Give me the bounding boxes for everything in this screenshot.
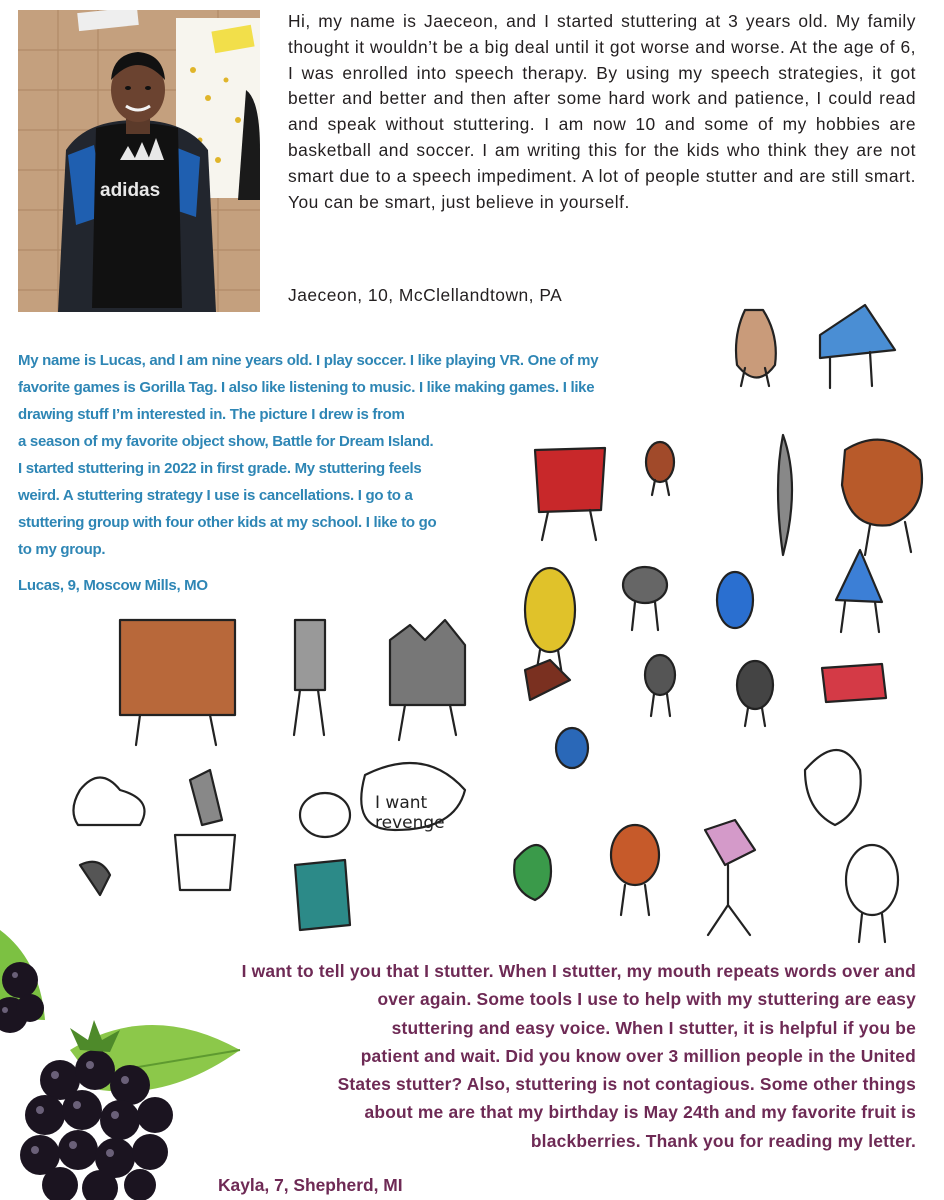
kayla-letter-line: blackberries. Thank you for reading my letter. xyxy=(530,1130,916,1151)
kayla-signature: Kayla, 7, Shepherd, MI xyxy=(218,1175,403,1195)
lucas-letter-line: to my group. xyxy=(18,541,106,558)
kayla-letter-line: States stutter? Also, stuttering is not contagious. Some other things xyxy=(337,1074,916,1095)
lucas-letter-line: a season of my favorite object show, Battle for Dream Island. xyxy=(18,433,434,450)
shirt-logo-text: adidas xyxy=(100,180,161,201)
lucas-letter-line: stuttering group with four other kids at my school. I like to go xyxy=(18,514,437,531)
speech-bubble-line-1: I want xyxy=(375,793,428,813)
lucas-letter xyxy=(18,347,678,563)
lucas-letter-line: drawing stuff I’m interested in. The picture I drew is from xyxy=(18,406,405,423)
speech-bubble-line-2: revenge xyxy=(375,813,445,833)
kayla-letter-line: about me are that my birthday is May 24th and my favorite fruit is xyxy=(364,1102,916,1123)
kayla-letter-line: I want to tell you that I stutter. When I stutter, my mouth repeats words over and xyxy=(241,961,916,981)
jaeceon-photo xyxy=(18,10,260,312)
kayla-letter xyxy=(60,957,916,1155)
lucas-letter-line: My name is Lucas, and I am nine years old. I play soccer. I like playing VR. One of my xyxy=(18,352,599,369)
lucas-letter-line: I started stuttering in 2022 in first grade. My stuttering feels xyxy=(18,460,422,477)
kayla-letter-line: patient and wait. Did you know over 3 million people in the United xyxy=(360,1045,916,1066)
jaeceon-signature: Jaeceon, 10, McClellandtown, PA xyxy=(288,285,563,305)
kayla-letter-line: stuttering and easy voice. When I stutter, it is helpful if you be xyxy=(391,1017,916,1038)
lucas-signature: Lucas, 9, Moscow Mills, MO xyxy=(18,577,208,594)
lucas-letter-line: favorite games is Gorilla Tag. I also like listening to music. I like making games. I like xyxy=(18,379,595,396)
photo-illustration xyxy=(18,10,260,312)
jaeceon-letter: Hi, my name is Jaeceon, and I started stuttering at 3 years old. My family thought it wouldn’t be a big deal until it got worse and worse. At the age of 6, I was enrolled into speech therapy. By using my speech strategies, it got better and better and then after some hard work and patience, I could read and speak without stuttering. I am now 10 and some of my hobbies are basketball and soccer. I am writing this for the kids who think they are not smart due to a speech impediment. A lot of people stutter and are still smart. You can be smart, just believe in yourself. xyxy=(288,11,916,212)
lucas-letter-line: weird. A stuttering strategy I use is cancellations. I go to a xyxy=(18,487,413,504)
kayla-letter-line: over again. Some tools I use to help with my stuttering are easy xyxy=(377,989,916,1010)
